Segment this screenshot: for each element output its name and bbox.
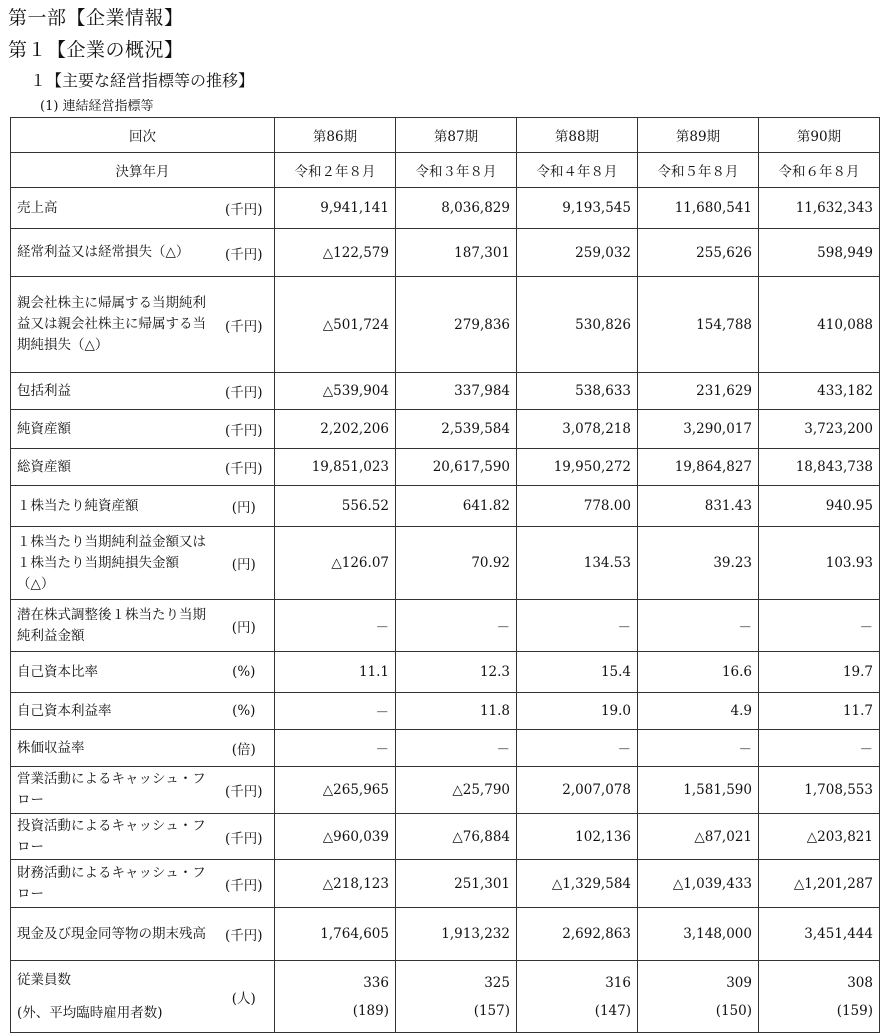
row-label: 株価収益率 bbox=[11, 730, 214, 767]
row-value: 11.8 bbox=[396, 693, 517, 730]
row-value: 1,764,605 bbox=[275, 908, 396, 961]
row-value: △960,039 bbox=[275, 814, 396, 860]
row-unit: (千円) bbox=[214, 277, 275, 373]
row-value: 641.82 bbox=[396, 486, 517, 527]
date-header: 令和５年８月 bbox=[638, 153, 759, 188]
row-value: △122,579 bbox=[275, 229, 396, 277]
date-header: 令和３年８月 bbox=[396, 153, 517, 188]
row-value: 255,626 bbox=[638, 229, 759, 277]
row-label: 現金及び現金同等物の期末残高 bbox=[11, 908, 214, 961]
table-row bbox=[11, 860, 880, 908]
row-unit: (円) bbox=[214, 600, 275, 652]
row-value: 70.92 bbox=[396, 527, 517, 600]
row-label: 売上高 bbox=[11, 188, 214, 229]
employees-value-cell bbox=[275, 961, 396, 1033]
row-value: △539,904 bbox=[275, 373, 396, 410]
row-unit: (%) bbox=[214, 693, 275, 730]
row-value: － bbox=[517, 600, 638, 652]
row-value: 154,788 bbox=[638, 277, 759, 373]
row-value: 251,301 bbox=[396, 860, 517, 908]
table-row bbox=[11, 600, 880, 652]
row-value: 3,723,200 bbox=[759, 410, 880, 449]
row-value: 778.00 bbox=[517, 486, 638, 527]
row-label: 潜在株式調整後１株当たり当期純利益金額 bbox=[11, 600, 214, 652]
employees-label-cell bbox=[11, 961, 214, 1033]
row-value: 231,629 bbox=[638, 373, 759, 410]
row-value: 19.7 bbox=[759, 652, 880, 693]
row-value: 19,864,827 bbox=[638, 449, 759, 486]
row-value: － bbox=[275, 730, 396, 767]
row-label: 財務活動によるキャッシュ・フロー bbox=[11, 860, 214, 908]
row-value: － bbox=[759, 730, 880, 767]
employees-value: 325 bbox=[484, 974, 510, 991]
row-unit: (千円) bbox=[214, 373, 275, 410]
row-value: 2,692,863 bbox=[517, 908, 638, 961]
row-value: 538,633 bbox=[517, 373, 638, 410]
row-unit: (千円) bbox=[214, 908, 275, 961]
row-unit: (千円) bbox=[214, 229, 275, 277]
period-header: 第88期 bbox=[517, 118, 638, 153]
table-row bbox=[11, 373, 880, 410]
period-header: 第87期 bbox=[396, 118, 517, 153]
row-unit: (%) bbox=[214, 652, 275, 693]
row-label: 自己資本比率 bbox=[11, 652, 214, 693]
row-label: 投資活動によるキャッシュ・フロー bbox=[11, 814, 214, 860]
row-value: 20,617,590 bbox=[396, 449, 517, 486]
row-label: 自己資本利益率 bbox=[11, 693, 214, 730]
employees-value: 336 bbox=[363, 974, 389, 991]
date-header: 令和４年８月 bbox=[517, 153, 638, 188]
header-date-label: 決算年月 bbox=[11, 153, 275, 188]
table-row bbox=[11, 410, 880, 449]
row-value: － bbox=[275, 693, 396, 730]
row-value: － bbox=[396, 600, 517, 652]
table-row bbox=[11, 527, 880, 600]
consolidated-indicators-table bbox=[10, 117, 880, 1033]
row-value: 15.4 bbox=[517, 652, 638, 693]
row-value: 3,148,000 bbox=[638, 908, 759, 961]
row-label: １株当たり純資産額 bbox=[11, 486, 214, 527]
row-value: 11.7 bbox=[759, 693, 880, 730]
row-value: 9,193,545 bbox=[517, 188, 638, 229]
table-row bbox=[11, 767, 880, 814]
row-value: 9,941,141 bbox=[275, 188, 396, 229]
header-period-label: 回次 bbox=[11, 118, 275, 153]
row-value: 19.0 bbox=[517, 693, 638, 730]
table-caption: (1) 連結経営指標等 bbox=[40, 99, 154, 114]
row-value: 18,843,738 bbox=[759, 449, 880, 486]
row-value: 410,088 bbox=[759, 277, 880, 373]
row-value: 11,680,541 bbox=[638, 188, 759, 229]
period-header: 第86期 bbox=[275, 118, 396, 153]
employees-value-cell bbox=[759, 961, 880, 1033]
row-value: △203,821 bbox=[759, 814, 880, 860]
employees-row bbox=[11, 961, 880, 1033]
row-value: 16.6 bbox=[638, 652, 759, 693]
row-value: 103.93 bbox=[759, 527, 880, 600]
row-value: 556.52 bbox=[275, 486, 396, 527]
row-unit: (倍) bbox=[214, 730, 275, 767]
row-value: 2,007,078 bbox=[517, 767, 638, 814]
employees-temp-value: (159) bbox=[836, 1002, 873, 1019]
row-unit: (円) bbox=[214, 486, 275, 527]
row-label: 親会社株主に帰属する当期純利益又は親会社株主に帰属する当期純損失（△） bbox=[11, 277, 214, 373]
date-header: 令和６年８月 bbox=[759, 153, 880, 188]
employees-unit: (人) bbox=[214, 961, 275, 1033]
table-row bbox=[11, 693, 880, 730]
row-label: 総資産額 bbox=[11, 449, 214, 486]
row-value: 134.53 bbox=[517, 527, 638, 600]
row-unit: (千円) bbox=[214, 814, 275, 860]
employees-temp-value: (189) bbox=[352, 1002, 389, 1019]
row-value: 3,078,218 bbox=[517, 410, 638, 449]
subsection-heading: １【主要な経営指標等の推移】 bbox=[30, 71, 255, 90]
header-date-row bbox=[11, 153, 880, 188]
row-value: 433,182 bbox=[759, 373, 880, 410]
row-value: 1,708,553 bbox=[759, 767, 880, 814]
employees-temp-value: (147) bbox=[594, 1002, 631, 1019]
row-value: 4.9 bbox=[638, 693, 759, 730]
row-value: 12.3 bbox=[396, 652, 517, 693]
row-value: △1,039,433 bbox=[638, 860, 759, 908]
date-header: 令和２年８月 bbox=[275, 153, 396, 188]
row-value: － bbox=[396, 730, 517, 767]
row-value: 2,202,206 bbox=[275, 410, 396, 449]
row-value: △1,329,584 bbox=[517, 860, 638, 908]
row-value: － bbox=[517, 730, 638, 767]
row-value: 102,136 bbox=[517, 814, 638, 860]
table-row bbox=[11, 908, 880, 961]
table-row bbox=[11, 277, 880, 373]
row-unit: (千円) bbox=[214, 410, 275, 449]
row-value: △501,724 bbox=[275, 277, 396, 373]
employees-value: 316 bbox=[605, 974, 631, 991]
row-label: 純資産額 bbox=[11, 410, 214, 449]
row-value: 831.43 bbox=[638, 486, 759, 527]
row-unit: (千円) bbox=[214, 188, 275, 229]
row-value: 11,632,343 bbox=[759, 188, 880, 229]
employees-value: 308 bbox=[847, 974, 873, 991]
employees-value-cell bbox=[638, 961, 759, 1033]
row-value: 530,826 bbox=[517, 277, 638, 373]
row-value: 1,581,590 bbox=[638, 767, 759, 814]
row-value: － bbox=[759, 600, 880, 652]
table-row bbox=[11, 229, 880, 277]
row-label: 経常利益又は経常損失（△） bbox=[11, 229, 214, 277]
row-value: － bbox=[638, 600, 759, 652]
row-value: － bbox=[275, 600, 396, 652]
employees-temp-value: (150) bbox=[715, 1002, 752, 1019]
employees-label: 従業員数 bbox=[17, 971, 71, 988]
row-unit: (円) bbox=[214, 527, 275, 600]
row-value: 1,913,232 bbox=[396, 908, 517, 961]
table-row bbox=[11, 814, 880, 860]
row-value: 259,032 bbox=[517, 229, 638, 277]
part-heading: 第一部【企業情報】 bbox=[8, 7, 184, 29]
row-value: 279,836 bbox=[396, 277, 517, 373]
row-value: △87,021 bbox=[638, 814, 759, 860]
row-value: 940.95 bbox=[759, 486, 880, 527]
row-value: 2,539,584 bbox=[396, 410, 517, 449]
row-value: △265,965 bbox=[275, 767, 396, 814]
table-row bbox=[11, 449, 880, 486]
row-value: 187,301 bbox=[396, 229, 517, 277]
employees-value: 309 bbox=[726, 974, 752, 991]
table-row bbox=[11, 652, 880, 693]
period-header: 第89期 bbox=[638, 118, 759, 153]
header-period-row bbox=[11, 118, 880, 153]
row-value: △218,123 bbox=[275, 860, 396, 908]
period-header: 第90期 bbox=[759, 118, 880, 153]
table-row bbox=[11, 188, 880, 229]
row-value: △25,790 bbox=[396, 767, 517, 814]
employees-value-cell bbox=[396, 961, 517, 1033]
row-value: 11.1 bbox=[275, 652, 396, 693]
row-value: 39.23 bbox=[638, 527, 759, 600]
row-value: 19,851,023 bbox=[275, 449, 396, 486]
row-value: △1,201,287 bbox=[759, 860, 880, 908]
employees-value-cell bbox=[517, 961, 638, 1033]
row-value: 3,290,017 bbox=[638, 410, 759, 449]
row-value: △126.07 bbox=[275, 527, 396, 600]
section-heading: 第１【企業の概況】 bbox=[8, 39, 184, 61]
row-label: 包括利益 bbox=[11, 373, 214, 410]
row-label: 営業活動によるキャッシュ・フロー bbox=[11, 767, 214, 814]
row-value: 337,984 bbox=[396, 373, 517, 410]
employees-sublabel: (外、平均臨時雇用者数) bbox=[17, 1004, 163, 1021]
row-value: 3,451,444 bbox=[759, 908, 880, 961]
row-unit: (千円) bbox=[214, 767, 275, 814]
table-row bbox=[11, 486, 880, 527]
row-value: 598,949 bbox=[759, 229, 880, 277]
row-value: △76,884 bbox=[396, 814, 517, 860]
row-value: 19,950,272 bbox=[517, 449, 638, 486]
table-row bbox=[11, 730, 880, 767]
row-unit: (千円) bbox=[214, 860, 275, 908]
row-value: 8,036,829 bbox=[396, 188, 517, 229]
row-value: － bbox=[638, 730, 759, 767]
row-unit: (千円) bbox=[214, 449, 275, 486]
employees-temp-value: (157) bbox=[473, 1002, 510, 1019]
row-label: １株当たり当期純利益金額又は１株当たり当期純損失金額（△） bbox=[11, 527, 214, 600]
